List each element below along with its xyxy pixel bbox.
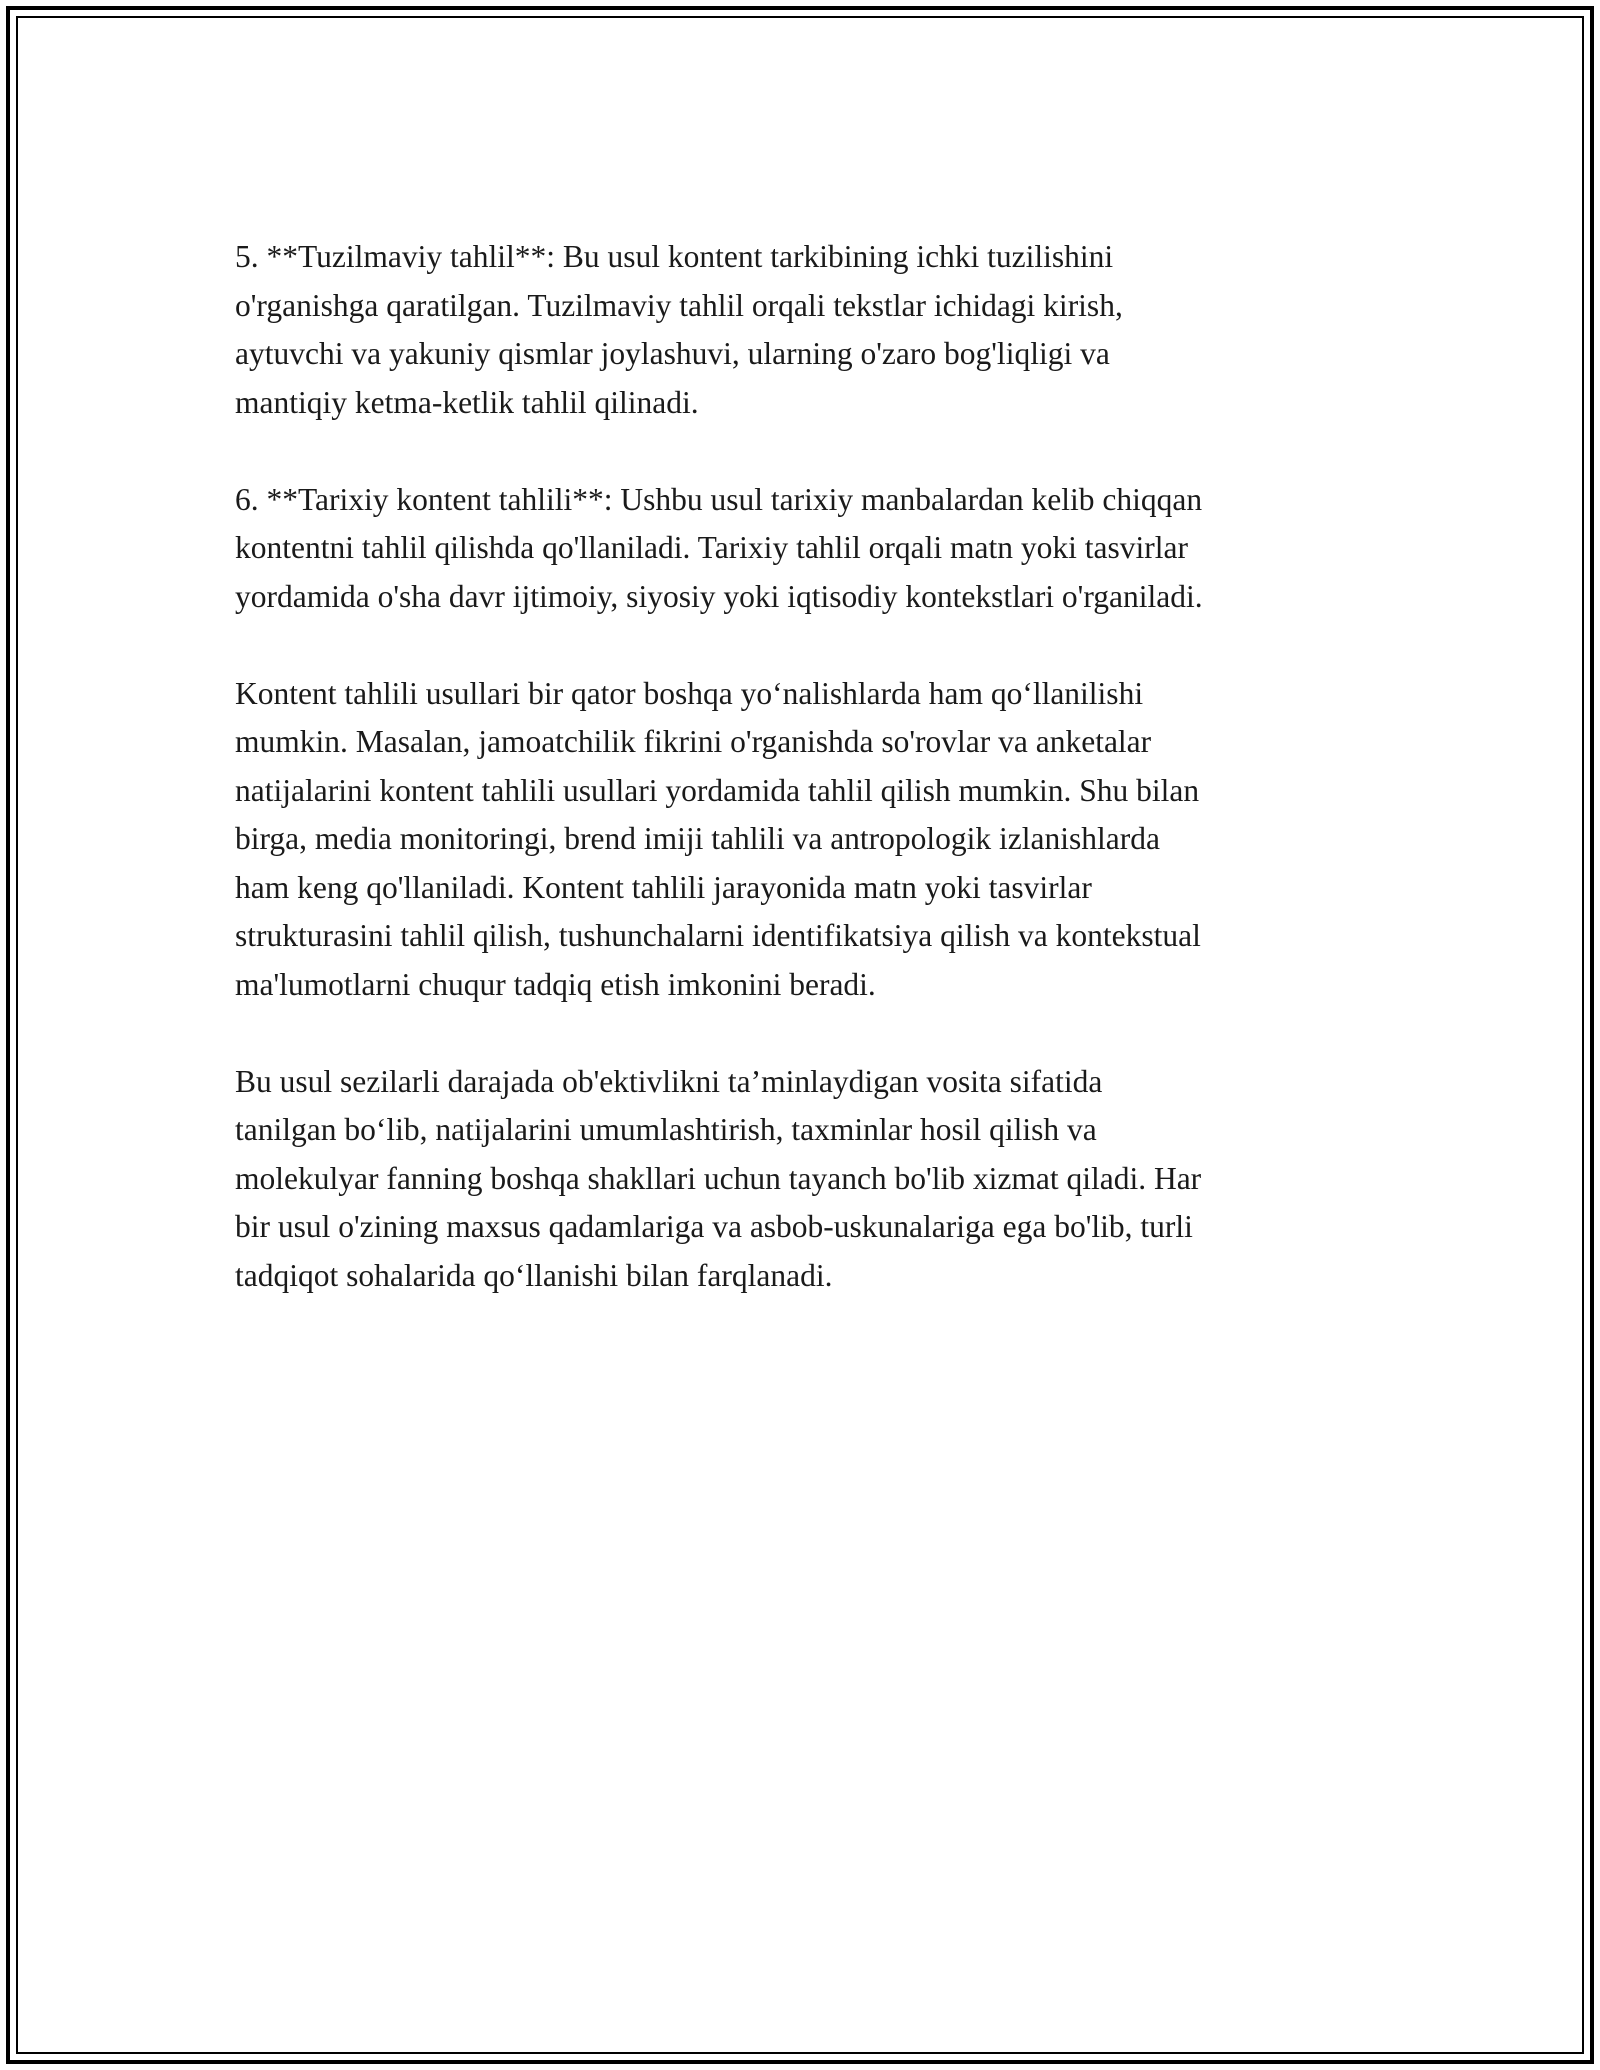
paragraph-structural-analysis: 5. **Tuzilmaviy tahlil**: Bu usul kontent tarkibining ichki tuzilishini o'rganishga qaratilgan. Tuzilmaviy tahlil orqali tekstlar ichidagi kirish, aytuvchi va yakuniy qismlar joylashuvi, ularning o'zaro bog'liqligi va mantiqiy ketma-ketlik tahlil qilinadi. [235, 239, 1123, 420]
paragraph-applications: Kontent tahlili usullari bir qator boshqa yo‘nalishlarda ham qo‘llanilishi mumkin. Masalan, jamoatchilik fikrini o'rganishda so'rovlar va anketalar natijalarini kontent tahlili usullari yordamida tahlil qilish mumkin. Shu bilan birga, media monitoringi, brend imiji tahlili va antropologik izlanishlarda ham keng qo'llaniladi. Kontent tahlili jarayonida matn yoki tasvirlar strukturasini tahlil qilish, tushunchalarni identifikatsiya qilish va kontekstual ma'lumotlarni chuqur tadqiq etish imkonini beradi. [235, 675, 1201, 1002]
document-body [235, 233, 1375, 1349]
paragraph-conclusion: Bu usul sezilarli darajada ob'ektivlikni ta’minlaydigan vosita sifatida tanilgan bo‘lib, natijalarini umumlashtirish, taxminlar hosil qilish va molekulyar fanning boshqa shakllari uchun tayanch bo'lib xizmat qiladi. Har bir usul o'zining maxsus qadamlariga va asbob-uskunalariga ega bo'lib, turli tadqiqot sohalarida qo‘llanishi bilan farqlanadi. [235, 1063, 1202, 1293]
paragraph-historical-analysis: 6. **Tarixiy kontent tahlili**: Ushbu usul tarixiy manbalardan kelib chiqqan kontentni tahlil qilishda qo'llaniladi. Tarixiy tahlil orqali matn yoki tasvirlar yordamida o'sha davr ijtimoiy, siyosiy yoki iqtisodiy kontekstlari o'rganiladi. [235, 481, 1203, 614]
